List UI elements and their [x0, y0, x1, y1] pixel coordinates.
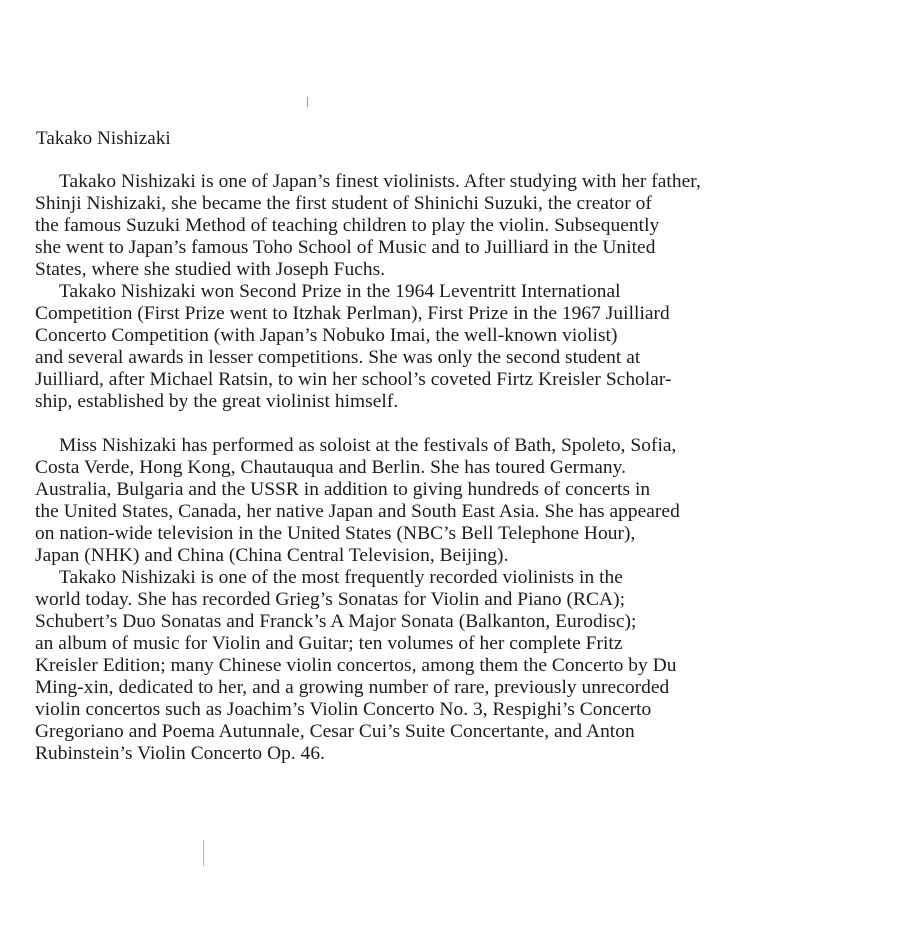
text-line: world today. She has recorded Grieg’s Sonatas for Violin and Piano (RCA);: [35, 589, 626, 610]
text-line: the famous Suzuki Method of teaching children to play the violin. Subsequently: [35, 215, 660, 236]
text-line: Takako Nishizaki won Second Prize in the 1964 Leventritt International: [59, 281, 621, 302]
text-line: Schubert’s Duo Sonatas and Franck’s A Major Sonata (Balkanton, Eurodisc);: [35, 611, 637, 632]
text-line: Shinji Nishizaki, she became the first student of Shinichi Suzuki, the creator of: [35, 193, 652, 214]
text-line: States, where she studied with Joseph Fuchs.: [35, 259, 386, 280]
document-title: Takako Nishizaki: [36, 128, 171, 149]
text-line: an album of music for Violin and Guitar; ten volumes of her complete Fritz: [35, 633, 623, 654]
paper-mark-bottom: [203, 840, 204, 866]
text-line: Costa Verde, Hong Kong, Chautauqua and Berlin. She has toured Germany.: [35, 457, 627, 478]
text-line: violin concertos such as Joachim’s Violin Concerto No. 3, Respighi’s Concerto: [35, 699, 652, 720]
text-line: Concerto Competition (with Japan’s Nobuko Imai, the well-known violist): [35, 325, 618, 346]
text-line: and several awards in lesser competitions. She was only the second student at: [35, 347, 641, 368]
paper-mark-top: [307, 97, 308, 107]
text-line: Ming-xin, dedicated to her, and a growing number of rare, previously unrecorded: [35, 677, 670, 698]
text-line: the United States, Canada, her native Japan and South East Asia. She has appeared: [35, 501, 680, 522]
text-line: Kreisler Edition; many Chinese violin concertos, among them the Concerto by Du: [35, 655, 677, 676]
text-line: on nation-wide television in the United States (NBC’s Bell Telephone Hour),: [35, 523, 636, 544]
text-line: Miss Nishizaki has performed as soloist at the festivals of Bath, Spoleto, Sofia,: [59, 435, 677, 456]
paragraph-block-1: [35, 171, 895, 413]
text-line: Juilliard, after Michael Ratsin, to win her school’s coveted Firtz Kreisler Scholar-: [35, 369, 672, 390]
text-line: Australia, Bulgaria and the USSR in addition to giving hundreds of concerts in: [35, 479, 651, 500]
text-line: Takako Nishizaki is one of Japan’s finest violinists. After studying with her father,: [59, 171, 701, 192]
text-line: Japan (NHK) and China (China Central Television, Beijing).: [35, 545, 509, 566]
text-line: Rubinstein’s Violin Concerto Op. 46.: [35, 743, 326, 764]
paragraph-block-2: [35, 435, 895, 765]
text-line: she went to Japan’s famous Toho School of Music and to Juilliard in the United: [35, 237, 656, 258]
text-line: Takako Nishizaki is one of the most frequently recorded violinists in the: [59, 567, 623, 588]
text-line: ship, established by the great violinist himself.: [35, 391, 399, 412]
text-line: Competition (First Prize went to Itzhak Perlman), First Prize in the 1967 Juilliard: [35, 303, 670, 324]
text-line: Gregoriano and Poema Autunnale, Cesar Cui’s Suite Concertante, and Anton: [35, 721, 635, 742]
